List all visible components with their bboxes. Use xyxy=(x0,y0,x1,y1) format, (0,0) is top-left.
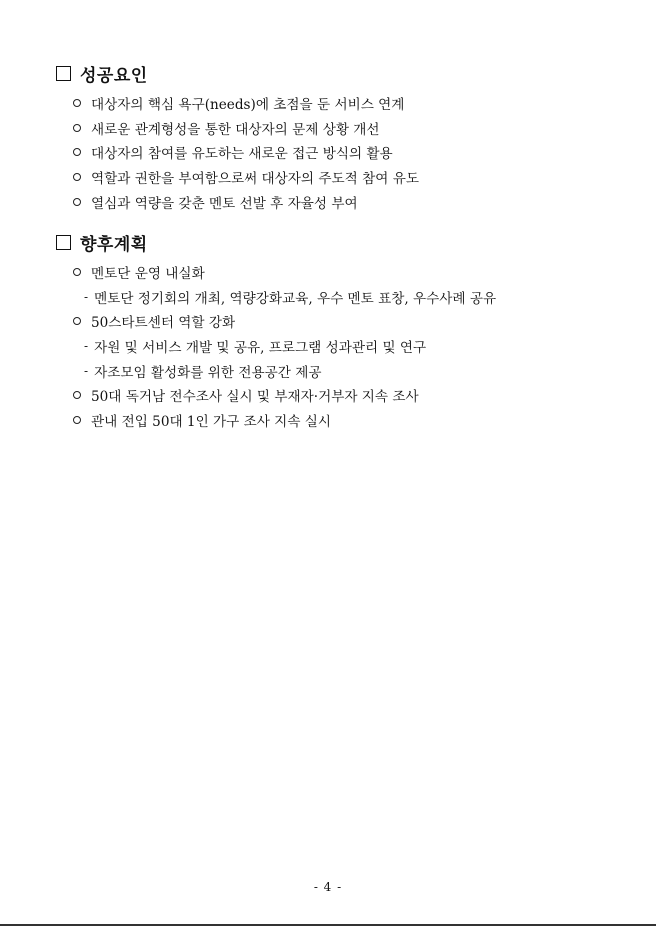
list-item xyxy=(56,140,616,165)
section-title: 성공요인 xyxy=(80,65,148,86)
page-number: - 4 - xyxy=(313,880,343,894)
list-item xyxy=(56,260,616,285)
circle-bullet-icon xyxy=(73,124,81,132)
section-future-plans xyxy=(56,230,616,432)
section-heading xyxy=(56,230,616,254)
list-item-text: 열심과 역량을 갖춘 멘토 선발 후 자율성 부여 xyxy=(91,195,358,212)
list-subitem xyxy=(56,358,616,383)
list-subitem xyxy=(56,334,616,359)
list-subitem xyxy=(56,285,616,310)
list-item xyxy=(56,91,616,116)
dash-bullet-icon: - xyxy=(84,363,89,378)
list-subitem-text: 자원 및 서비스 개발 및 공유, 프로그램 성과관리 및 연구 xyxy=(94,340,427,357)
list-item xyxy=(56,165,616,190)
list-item xyxy=(56,189,616,214)
list-item-text: 관내 전입 50대 1인 가구 조사 지속 실시 xyxy=(91,413,332,430)
list-item xyxy=(56,383,616,408)
list-item-text: 50스타트센터 역할 강화 xyxy=(91,315,236,332)
checkbox-icon xyxy=(56,235,71,250)
circle-bullet-icon xyxy=(73,173,81,181)
circle-bullet-icon xyxy=(73,391,81,399)
list-item-text: 50대 독거남 전수조사 실시 및 부재자·거부자 지속 조사 xyxy=(91,389,419,406)
success-factor-list xyxy=(56,91,616,214)
list-subitem-text: 멘토단 정기회의 개최, 역량강화교육, 우수 멘토 표창, 우수사례 공유 xyxy=(94,290,497,307)
section-heading xyxy=(56,61,616,85)
dash-bullet-icon: - xyxy=(84,339,89,354)
section-title: 향후계획 xyxy=(80,234,148,255)
list-item-text: 멘토단 운영 내실화 xyxy=(91,266,205,283)
circle-bullet-icon xyxy=(73,148,81,156)
circle-bullet-icon xyxy=(73,268,81,276)
bottom-divider xyxy=(0,924,656,926)
circle-bullet-icon xyxy=(73,317,81,325)
list-item-text: 새로운 관계형성을 통한 대상자의 문제 상황 개선 xyxy=(91,121,380,138)
list-item-text: 역할과 권한을 부여함으로써 대상자의 주도적 참여 유도 xyxy=(91,171,419,188)
list-item-text: 대상자의 참여를 유도하는 새로운 접근 방식의 활용 xyxy=(91,146,393,163)
circle-bullet-icon xyxy=(73,198,81,206)
list-item-text: 대상자의 핵심 욕구(needs)에 초점을 둔 서비스 연계 xyxy=(91,97,405,114)
dash-bullet-icon: - xyxy=(84,289,89,304)
future-plan-list xyxy=(56,260,616,432)
section-success-factors xyxy=(56,61,616,214)
list-item xyxy=(56,408,616,433)
checkbox-icon xyxy=(56,66,71,81)
list-item xyxy=(56,116,616,141)
list-subitem-text: 자조모임 활성화를 위한 전용공간 제공 xyxy=(94,364,322,381)
circle-bullet-icon xyxy=(73,416,81,424)
circle-bullet-icon xyxy=(73,99,81,107)
list-item xyxy=(56,309,616,334)
